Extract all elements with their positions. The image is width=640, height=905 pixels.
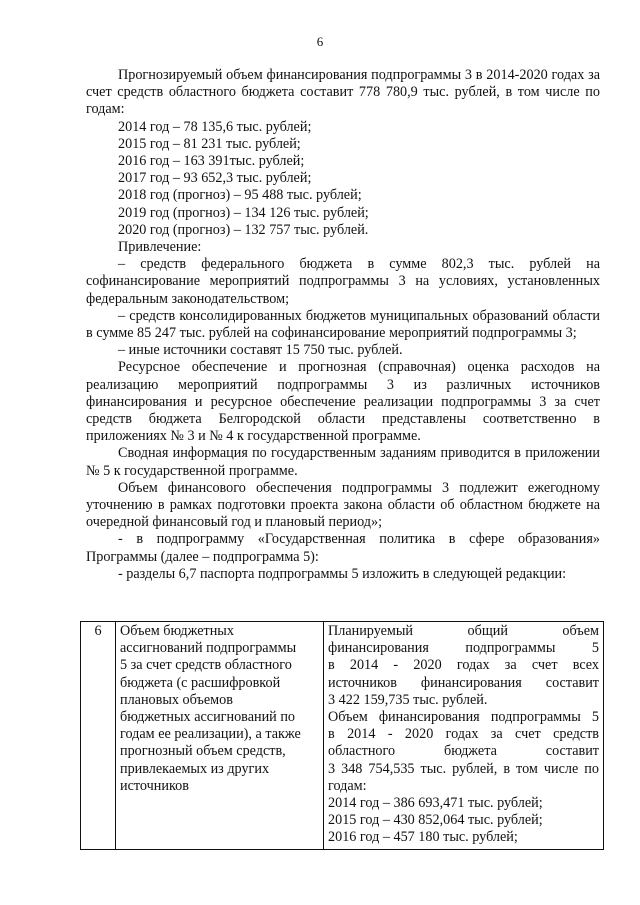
year-line: 2016 год – 163 391тыс. рублей; [118, 153, 305, 170]
year-line: 2017 год – 93 652,3 тыс. рублей; [118, 170, 312, 187]
year-line: 2014 год – 78 135,6 тыс. рублей; [118, 118, 312, 135]
paragraph-volume: Объем финансового обеспечения подпрограммы 3 подлежит ежегодному уточнению в рамках подготовки проекта закона области об областном бюджете на очередной финансовый год и плановый период»; [86, 479, 600, 531]
value-line: 2016 год – 457 180 тыс. рублей; [328, 829, 518, 846]
paragraph-sections: - разделы 6,7 паспорта подпрограммы 5 изложить в следующей редакции: [118, 565, 567, 582]
value-line: в 2014 - 2020 годах за счет всех [328, 657, 599, 674]
name-line: привлекаемых из других [120, 760, 270, 777]
value-line: 2015 год – 430 852,064 тыс. рублей; [328, 812, 543, 829]
document-body [86, 67, 600, 583]
value-line: 3 348 754,535 тыс. рублей, в том числе по [328, 760, 599, 777]
paragraph-municipal: – средств консолидированных бюджетов муниципальных образований области в сумме 85 247 тыс. рублей на софинансирование мероприятий подпрограммы 3; [86, 307, 600, 342]
paragraph-summary: Сводная информация по государственным заданиям приводится в приложении № 5 к государственной программе. [86, 445, 600, 479]
value-line: Объем финансирования подпрограммы 5 [328, 709, 599, 726]
paragraph-other: – иные источники составят 15 750 тыс. рублей. [118, 342, 403, 359]
paragraph-resource: Ресурсное обеспечение и прогнозная (справочная) оценка расходов на реализацию мероприятий подпрограммы 3 из различных источников финансирования и ресурсное обеспечение реализации подпрограммы 3 за счет средств бюджета Белгородской области представлены соответственно в приложениях № 3 и № 4 к государственной программе. [86, 359, 600, 445]
name-line: источников [120, 777, 189, 794]
name-line: бюджета (с расшифровкой [120, 674, 281, 691]
value-line: годам: [328, 777, 367, 794]
name-line: бюджетных ассигнований по [120, 709, 296, 726]
year-line: 2015 год – 81 231 тыс. рублей; [118, 135, 301, 152]
value-line: финансирования подпрограммы 5 [328, 640, 599, 657]
year-line: 2018 год (прогноз) – 95 488 тыс. рублей; [118, 187, 362, 204]
name-line: Объем бюджетных [120, 623, 234, 639]
paragraph-federal: – средств федерального бюджета в сумме 802,3 тыс. рублей на софинансирование мероприятий подпрограммы 3 на условиях, установленных федеральным законодательством; [86, 256, 600, 307]
paragraph-intro: Прогнозируемый объем финансирования подпрограммы 3 в 2014-2020 годах за счет средств областного бюджета составит 778 780,9 тыс. рублей, в том числе по годам: [86, 67, 600, 118]
value-line: 3 422 159,735 тыс. рублей. [328, 691, 488, 708]
value-line: Планируемый общий объем [328, 623, 599, 639]
paragraph-subprogram5: - в подпрограмму «Государственная политика в сфере образования» Программы (далее – подпрограмма 5): [86, 531, 600, 565]
name-line: плановых объемов [120, 691, 233, 708]
value-line: в 2014 - 2020 годах за счет средств [328, 726, 599, 743]
value-line: областного бюджета составит [328, 743, 599, 760]
attraction-label: Привлечение: [118, 239, 202, 256]
page-number: 6 [316, 34, 324, 49]
value-line: источников финансирования составит [328, 674, 599, 691]
passport-table [80, 621, 604, 850]
name-line: годам ее реализации), а также [120, 726, 301, 743]
name-line: 5 за счет средств областного [120, 657, 292, 674]
row-number-cell: 6 [81, 622, 116, 850]
name-line: ассигнований подпрограммы [120, 640, 297, 657]
row-name-cell [116, 622, 324, 850]
year-line: 2019 год (прогноз) – 134 126 тыс. рублей; [118, 204, 369, 221]
year-line: 2020 год (прогноз) – 132 757 тыс. рублей. [118, 221, 369, 238]
table-row [81, 622, 604, 850]
name-line: прогнозный объем средств, [120, 743, 286, 760]
value-line: 2014 год – 386 693,471 тыс. рублей; [328, 795, 543, 812]
row-value-cell [324, 622, 604, 850]
